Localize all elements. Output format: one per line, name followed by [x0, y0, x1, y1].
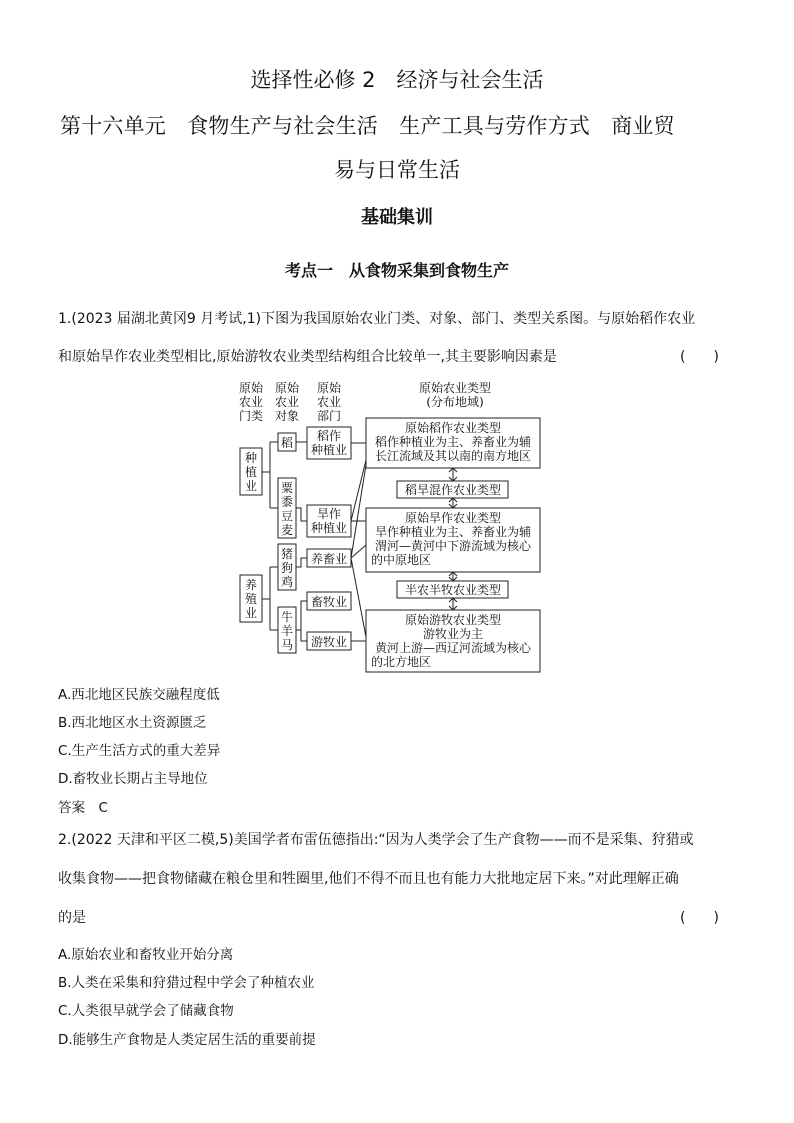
q2-stem-line2: 收集食物——把食物储藏在粮仓里和牲圈里,他们不得不而且也有能力大批地定居下来。”对此理解正确 — [58, 871, 679, 887]
q2-stem-line3: 的是 — [58, 910, 86, 926]
section-title: 基础集训 — [361, 207, 433, 228]
col-head-3-l1: 原始 — [316, 381, 342, 395]
q2-option-d: D.能够生产食物是人类定居生活的重要前提 — [58, 1032, 316, 1048]
topic-title: 考点一 从食物采集到食物生产 — [284, 261, 509, 280]
sector-rice-l2: 种植业 — [310, 443, 348, 457]
type-dry-l3: 渭河—黄河中下游流域为核心 — [374, 539, 532, 553]
type-semi: 半农半牧农业类型 — [404, 583, 502, 597]
q1-option-c: C.生产生活方式的重大差异 — [58, 743, 221, 759]
object-livestock-c3: 鸡 — [280, 575, 294, 589]
object-grains-c1: 粟 — [280, 481, 294, 495]
category-breeding-c3: 业 — [244, 606, 258, 620]
q2-option-c: C.人类很早就学会了储藏食物 — [58, 1003, 234, 1019]
q1-option-a: A.西北地区民族交融程度低 — [58, 687, 220, 703]
object-grains-c4: 麦 — [280, 523, 294, 537]
diagram-col-head-2 — [275, 380, 300, 423]
agriculture-diagram — [0, 375, 794, 675]
unit-title-line1: 第十六单元 食物生产与社会生活 生产工具与劳作方式 商业贸 — [60, 114, 675, 138]
type-rice-l3: 长江流域及其以南的南方地区 — [374, 449, 532, 463]
col-head-3-l2: 农业 — [316, 395, 342, 409]
col-head-1-l3: 门类 — [238, 409, 264, 423]
module-title: 选择性必修 2 经济与社会生活 — [250, 68, 544, 92]
unit-title-line2: 易与日常生活 — [334, 158, 460, 182]
type-nomad-l2: 游牧业为主 — [422, 627, 484, 641]
q2-stem-line1: 2.(2022 天津和平区二模,5)美国学者布雷伍德指出:“因为人类学会了生产食物——而不是采集、狩猎或 — [58, 832, 694, 848]
sector-animal: 养畜业 — [310, 552, 348, 566]
type-nomad-l3: 黄河上游—西辽河流域为核心 — [374, 641, 532, 655]
object-grains-c3: 豆 — [280, 509, 294, 523]
col-head-3-l3: 部门 — [316, 409, 342, 423]
object-herd-c2: 羊 — [280, 624, 294, 638]
col-head-1-l2: 农业 — [238, 395, 264, 409]
type-nomad-l4: 的北方地区 — [371, 655, 432, 669]
category-planting-c2: 植 — [244, 465, 258, 479]
object-grains-c2: 黍 — [280, 495, 294, 509]
sector-nomad: 游牧业 — [310, 635, 348, 649]
object-herd-c1: 牛 — [280, 610, 294, 624]
sector-dry-l2: 种植业 — [310, 521, 348, 535]
category-planting-c3: 业 — [244, 479, 258, 493]
q1-answer: 答案 C — [58, 800, 108, 816]
type-dry-l4: 的中原地区 — [371, 553, 432, 567]
type-head-l1: 原始农业类型 — [418, 381, 492, 395]
object-herd-c3: 马 — [280, 638, 294, 652]
object-livestock-c2: 狗 — [280, 561, 294, 575]
sector-rice-l1: 稻作 — [316, 429, 342, 443]
col-head-2-l3: 对象 — [274, 409, 300, 423]
q2-option-a: A.原始农业和畜牧业开始分离 — [58, 947, 234, 963]
q2-option-b: B.人类在采集和狩猎过程中学会了种植农业 — [58, 975, 315, 991]
object-livestock-c1: 猪 — [280, 547, 294, 561]
object-rice: 稻 — [280, 436, 294, 450]
sector-pastoral: 畜牧业 — [310, 595, 348, 609]
type-head-l2: (分布地域) — [426, 395, 484, 409]
q1-option-b: B.西北地区水土资源匮乏 — [58, 715, 207, 731]
q1-option-d: D.畜牧业长期占主导地位 — [58, 771, 208, 787]
q1-stem-line2: 和原始旱作农业类型相比,原始游牧农业类型结构组合比较单一,其主要影响因素是 — [58, 349, 557, 365]
q2-answer-bracket: ( ) — [680, 910, 719, 926]
type-rice-l2: 稻作种植业为主、养畜业为辅 — [374, 435, 532, 449]
col-head-2-l2: 农业 — [274, 395, 300, 409]
q1-answer-bracket: ( ) — [680, 349, 719, 365]
type-mixed: 稻旱混作农业类型 — [404, 483, 502, 497]
diagram-col-head-1 — [239, 380, 264, 423]
category-planting-c1: 种 — [244, 451, 258, 465]
category-breeding-c2: 殖 — [244, 592, 258, 606]
q1-stem-line1: 1.(2023 届湖北黄冈9 月考试,1)下图为我国原始农业门类、对象、部门、类型关系图。与原始稻作农业 — [58, 311, 696, 327]
type-dry-l1: 原始旱作农业类型 — [404, 511, 502, 525]
sector-dry-l1: 旱作 — [316, 507, 342, 521]
type-dry-l2: 旱作种植业为主、养畜业为辅 — [374, 525, 532, 539]
type-nomad-l1: 原始游牧农业类型 — [404, 613, 502, 627]
category-breeding-c1: 养 — [244, 578, 258, 592]
col-head-1-l1: 原始 — [238, 381, 264, 395]
col-head-2-l1: 原始 — [274, 381, 300, 395]
type-rice-l1: 原始稻作农业类型 — [404, 421, 502, 435]
diagram-col-head-3 — [317, 380, 342, 423]
